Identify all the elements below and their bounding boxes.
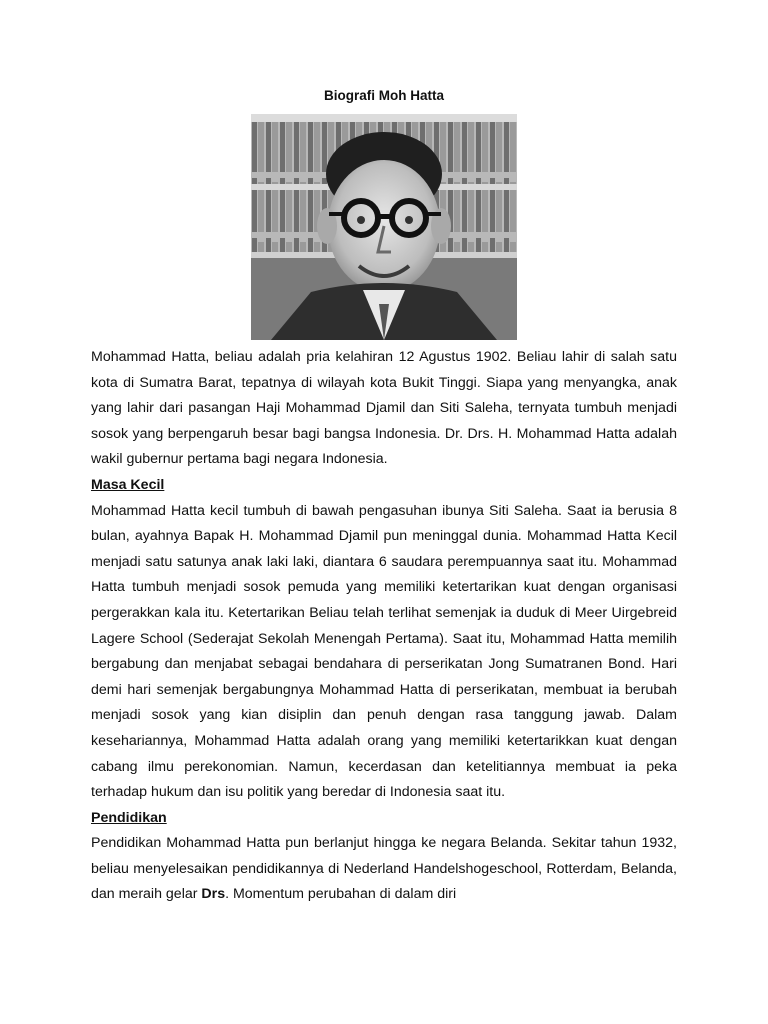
- intro-paragraph: Mohammad Hatta, beliau adalah pria kelahiran 12 Agustus 1902. Beliau lahir di salah satu kota di Sumatra Barat, tepatnya di wilayah kota Bukit Tinggi. Siapa yang menyangka, anak yang lahir dari pasangan Haji Mohammad Djamil dan Siti Saleha, ternyata tumbuh menjadi sosok yang berpengaruh besar bagi bangsa Indonesia. Dr. Drs. H. Mohammad Hatta adalah wakil gubernur pertama bagi negara Indonesia.: [91, 349, 677, 468]
- portrait-photo: [251, 114, 517, 340]
- pendidikan-text-after: . Momentum perubahan di dalam diri: [225, 886, 457, 903]
- pendidikan-text-before: Pendidikan Mohammad Hatta pun berlanjut hingga ke negara Belanda. Sekitar tahun 1932, beliau menyelesaikan pendidikannya di Nederland Handelshogeschool, Rotterdam, Belanda, dan meraih gelar: [91, 835, 677, 903]
- section-heading-pendidikan: Pendidikan: [91, 809, 167, 826]
- pendidikan-paragraph: [91, 831, 677, 908]
- degree-drs: Drs: [201, 886, 226, 903]
- document-title: Biografi Moh Hatta: [324, 88, 444, 103]
- masa-kecil-paragraph: Mohammad Hatta kecil tumbuh di bawah pengasuhan ibunya Siti Saleha. Saat ia berusia 8 bulan, ayahnya Bapak H. Mohammad Djamil pun meninggal dunia. Mohammad Hatta Kecil menjadi satu satunya anak laki laki, diantara 6 saudara perempuannya saat itu. Mohammad Hatta tumbuh menjadi sosok pemuda yang memiliki ketertarikan kuat dengan organisasi pergerakkan kala itu. Ketertarikan Beliau telah terlihat semenjak ia duduk di Meer Uirgebreid Lagere School (Sederajat Sekolah Menengah Pertama). Saat itu, Mohammad Hatta memilih bergabung dan menjabat sebagai bendahara di perserikatan Jong Sumatranen Bond. Hari demi hari semenjak bergabungnya Mohammad Hatta di perserikatan, membuat ia berubah menjadi sosok yang kian disiplin dan penuh dengan rasa tanggung jawab. Dalam kesehariannya, Mohammad Hatta adalah orang yang memiliki ketertarikkan kuat dengan cabang ilmu perekonomian. Namun, kecerdasan dan ketelitiannya membuat ia peka terhadap hukum dan isu politik yang beredar di Indonesia saat itu.: [91, 502, 677, 801]
- section-heading-masa-kecil: Masa Kecil: [91, 476, 165, 493]
- document-body: [91, 345, 677, 908]
